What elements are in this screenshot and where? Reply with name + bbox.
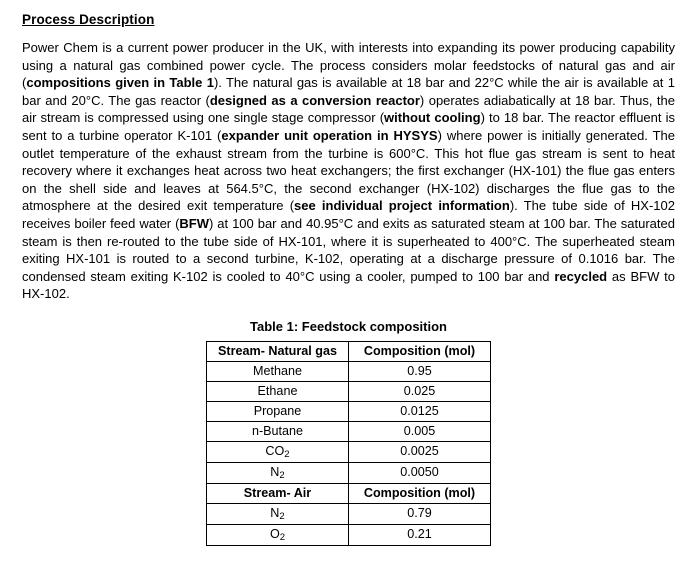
- component-value: 0.21: [349, 524, 491, 545]
- table-row: [207, 381, 491, 401]
- component-value: 0.79: [349, 503, 491, 524]
- table-header-row-natural-gas: [207, 341, 491, 361]
- component-name: $N_2$: [207, 503, 349, 524]
- component-name: $CO_2$: [207, 441, 349, 462]
- column-header-stream-air: Stream- Air: [207, 483, 349, 503]
- component-value: 0.0050: [349, 462, 491, 483]
- table-row: [207, 401, 491, 421]
- process-description-paragraph: Power Chem is a current power producer in the UK, with interests into expanding its power producing capability using a natural gas combined power cycle. The process considers molar feedstocks of natural gas and air (compositions given in Table 1). The natural gas is available at 18 bar and 22°C while the air is available at 1 bar and 20°C. The gas reactor (designed as a conversion reactor) operates adiabatically at 18 bar. Thus, the air stream is compressed using one single stage compressor (without cooling) to 18 bar. The reactor effluent is sent to a turbine operator K-101 (expander unit operation in HYSYS) where power is initially generated. The outlet temperature of the exhaust stream from the turbine is 600°C. This hot flue gas stream is sent to heat recovery where it exchanges heat across two heat exchangers; the first exchanger (HX-101) the flue gas enters on the shell side and leaves at 564.5°C, the second exchanger (HX-102) discharges the flue gas to the atmosphere at the desired exit temperature (see individual project information). The tube side of HX-102 receives boiler feed water (BFW) at 100 bar and 40.95°C and exits as saturated steam at 100 bar. The saturated steam is then re-routed to the tube side of HX-101, where it is superheated to 400°C. The superheated steam exiting HX-101 is routed to a second turbine, K-102, operating at a discharge pressure of 0.1016 bar. The condensed steam exiting K-102 is cooled to 40°C using a cooler, pumped to 100 bar and recycled as BFW to HX-102.: [22, 40, 676, 302]
- column-header-stream-natural-gas: Stream- Natural gas: [207, 341, 349, 361]
- column-header-composition-mol: Composition (mol): [349, 483, 491, 503]
- component-value: 0.0025: [349, 441, 491, 462]
- table-row: [207, 361, 491, 381]
- table-row: [207, 421, 491, 441]
- table-row: [207, 462, 491, 483]
- component-value: 0.025: [349, 381, 491, 401]
- table-row: [207, 441, 491, 462]
- component-name: $N_2$: [207, 462, 349, 483]
- component-value: 0.005: [349, 421, 491, 441]
- feedstock-composition-table: [206, 341, 491, 546]
- component-name: n-Butane: [207, 421, 349, 441]
- component-name: $O_2$: [207, 524, 349, 545]
- table-caption: Table 1: Feedstock composition: [250, 318, 447, 334]
- page-title: Process Description: [22, 12, 155, 27]
- table-body: [207, 341, 491, 545]
- component-value: 0.0125: [349, 401, 491, 421]
- table-row: [207, 503, 491, 524]
- component-value: 0.95: [349, 361, 491, 381]
- component-name: Methane: [207, 361, 349, 381]
- table-row: [207, 524, 491, 545]
- column-header-composition-mol: Composition (mol): [349, 341, 491, 361]
- component-name: Ethane: [207, 381, 349, 401]
- table-header-row-air: [207, 483, 491, 503]
- component-name: Propane: [207, 401, 349, 421]
